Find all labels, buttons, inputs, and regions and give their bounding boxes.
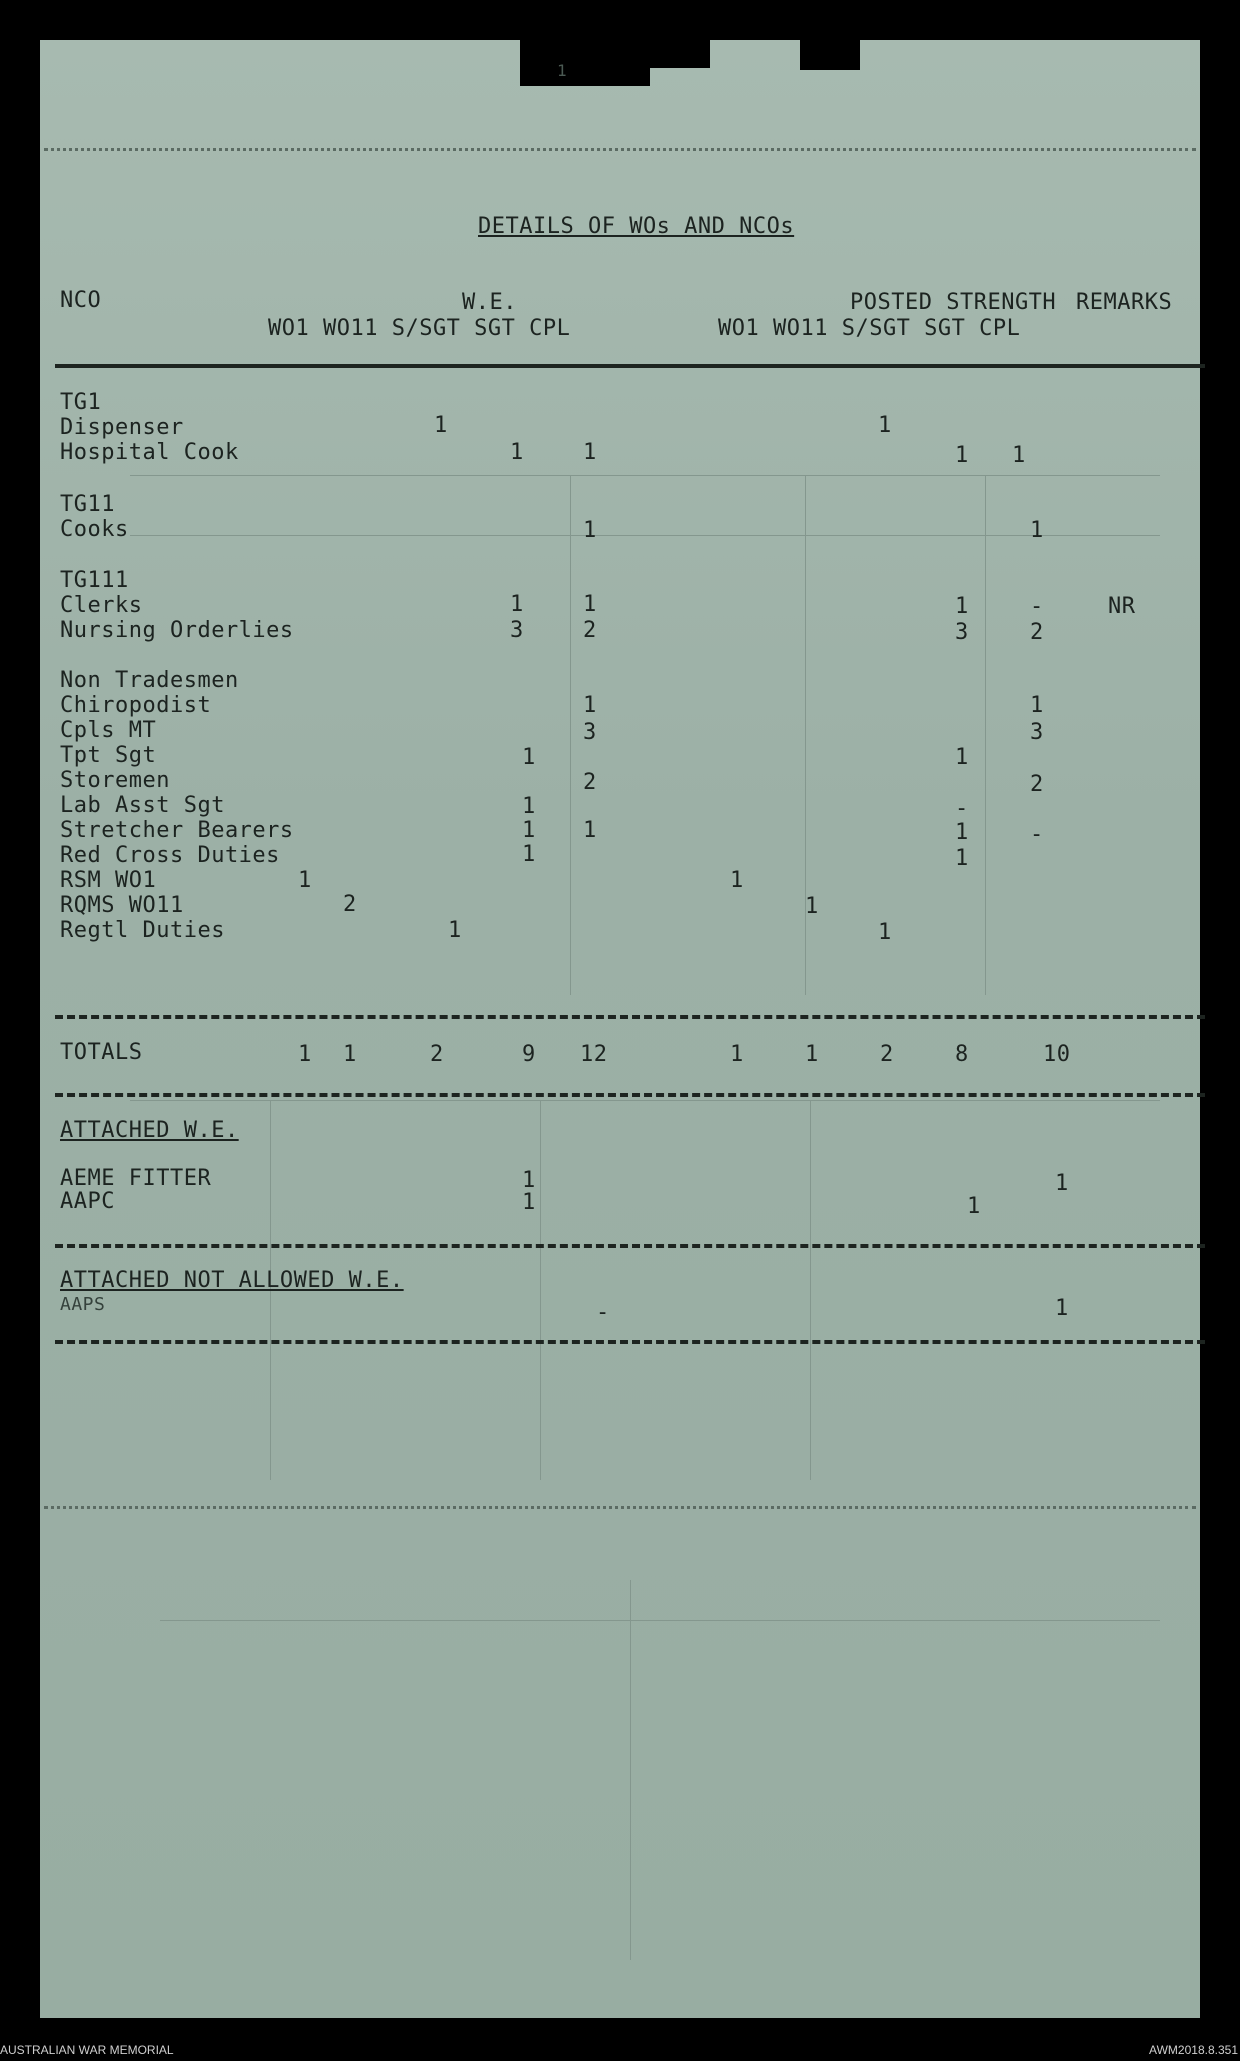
header-rule <box>55 364 1205 368</box>
cell-value: 1 <box>583 818 597 843</box>
cell-value: 3 <box>583 720 597 745</box>
cell-value: 1 <box>583 693 597 718</box>
cell-value: 1 <box>955 846 969 871</box>
cell-value-remark: NR <box>1108 594 1136 619</box>
page-mark: 1 <box>557 61 568 80</box>
cell-value: 1 <box>434 413 448 438</box>
total-value: 1 <box>730 1042 744 1067</box>
cell-value: 1 <box>878 413 892 438</box>
cell-value: 2 <box>343 892 357 917</box>
torn-edge <box>520 40 650 86</box>
cell-value: 3 <box>955 620 969 645</box>
cell-value: 1 <box>955 745 969 770</box>
cell-value: 1 <box>967 1194 981 1219</box>
row-label: Nursing Orderlies <box>60 618 294 643</box>
cell-value: 1 <box>583 518 597 543</box>
perforation-line <box>44 148 1196 151</box>
total-value: 1 <box>343 1042 357 1067</box>
cell-value: 1 <box>1030 518 1044 543</box>
cell-value: - <box>1030 594 1044 619</box>
footer-credit: AUSTRALIAN WAR MEMORIAL <box>0 2043 174 2057</box>
row-label: Chiropodist <box>60 693 212 718</box>
row-label: AAPC <box>60 1189 115 1214</box>
row-label: Storemen <box>60 768 170 793</box>
row-label: Lab Asst Sgt <box>60 793 225 818</box>
row-label: RQMS WO11 <box>60 893 184 918</box>
cell-value: 1 <box>510 592 524 617</box>
cell-value: 1 <box>1030 693 1044 718</box>
cell-value: - <box>596 1300 610 1325</box>
document-sheet <box>40 40 1200 2018</box>
row-label: TG1 <box>60 390 102 415</box>
cell-value: 1 <box>522 794 536 819</box>
cell-value: 1 <box>522 1168 536 1193</box>
row-label: Red Cross Duties <box>60 843 280 868</box>
cell-value: 2 <box>1030 620 1044 645</box>
row-label: Non Tradesmen <box>60 668 239 693</box>
cell-value: 2 <box>1030 772 1044 797</box>
cell-value: 1 <box>955 443 969 468</box>
row-label: Dispenser <box>60 415 184 440</box>
section-rule <box>55 1244 1205 1248</box>
attached-not-allowed-title: ATTACHED NOT ALLOWED W.E. <box>60 1268 404 1293</box>
total-value: 2 <box>430 1042 444 1067</box>
attached-title: ATTACHED W.E. <box>60 1118 239 1143</box>
row-label: RSM WO1 <box>60 868 157 893</box>
total-value: 10 <box>1043 1042 1071 1067</box>
row-label: TG111 <box>60 568 129 593</box>
cell-value: 1 <box>878 920 892 945</box>
column-header-we: W.E. <box>462 290 517 315</box>
column-header-posted-strength: POSTED STRENGTH <box>850 290 1057 315</box>
total-value: 9 <box>522 1042 536 1067</box>
section-rule <box>55 1015 1205 1019</box>
row-label: AEME FITTER <box>60 1166 212 1191</box>
cell-value: 1 <box>1055 1296 1069 1321</box>
column-header-nco: NCO <box>60 288 102 313</box>
we-subcolumns: WO1 WO11 S/SGT SGT CPL <box>268 316 571 341</box>
cell-value: - <box>955 796 969 821</box>
totals-label: TOTALS <box>60 1040 143 1065</box>
section-rule <box>55 1093 1205 1097</box>
cell-value: 1 <box>522 818 536 843</box>
row-label: AAPS <box>60 1294 106 1315</box>
total-value: 1 <box>298 1042 312 1067</box>
row-label: Tpt Sgt <box>60 743 157 768</box>
cell-value: 1 <box>583 592 597 617</box>
total-value: 1 <box>805 1042 819 1067</box>
total-value: 8 <box>955 1042 969 1067</box>
cell-value: 1 <box>522 1190 536 1215</box>
cell-value: 1 <box>730 868 744 893</box>
column-header-remarks: REMARKS <box>1076 290 1173 315</box>
row-label: Cooks <box>60 517 129 542</box>
row-label: Hospital Cook <box>60 440 239 465</box>
row-label: TG11 <box>60 492 115 517</box>
row-label: Cpls MT <box>60 718 157 743</box>
row-label: Clerks <box>60 593 143 618</box>
cell-value: 3 <box>1030 720 1044 745</box>
total-value: 12 <box>580 1042 608 1067</box>
cell-value: 1 <box>583 440 597 465</box>
cell-value: 1 <box>805 894 819 919</box>
page-title: DETAILS OF WOs AND NCOs <box>478 214 795 239</box>
cell-value: 2 <box>583 618 597 643</box>
cell-value: 3 <box>510 618 524 643</box>
posted-subcolumns: WO1 WO11 S/SGT SGT CPL <box>718 316 1021 341</box>
row-label: Regtl Duties <box>60 918 225 943</box>
cell-value: 1 <box>448 918 462 943</box>
row-label: Stretcher Bearers <box>60 818 294 843</box>
cell-value: 1 <box>298 868 312 893</box>
torn-edge <box>650 40 710 68</box>
cell-value: 1 <box>522 745 536 770</box>
torn-edge <box>800 40 860 70</box>
perforation-line <box>44 1506 1196 1509</box>
cell-value: - <box>1030 822 1044 847</box>
section-rule <box>55 1340 1205 1344</box>
footer-accession-number: AWM2018.8.351 <box>1149 2043 1238 2057</box>
cell-value: 1 <box>510 440 524 465</box>
cell-value: 1 <box>955 594 969 619</box>
cell-value: 2 <box>583 770 597 795</box>
cell-value: 1 <box>522 842 536 867</box>
total-value: 2 <box>880 1042 894 1067</box>
cell-value: 1 <box>1055 1171 1069 1196</box>
cell-value: 1 <box>955 820 969 845</box>
cell-value: 1 <box>1012 443 1026 468</box>
